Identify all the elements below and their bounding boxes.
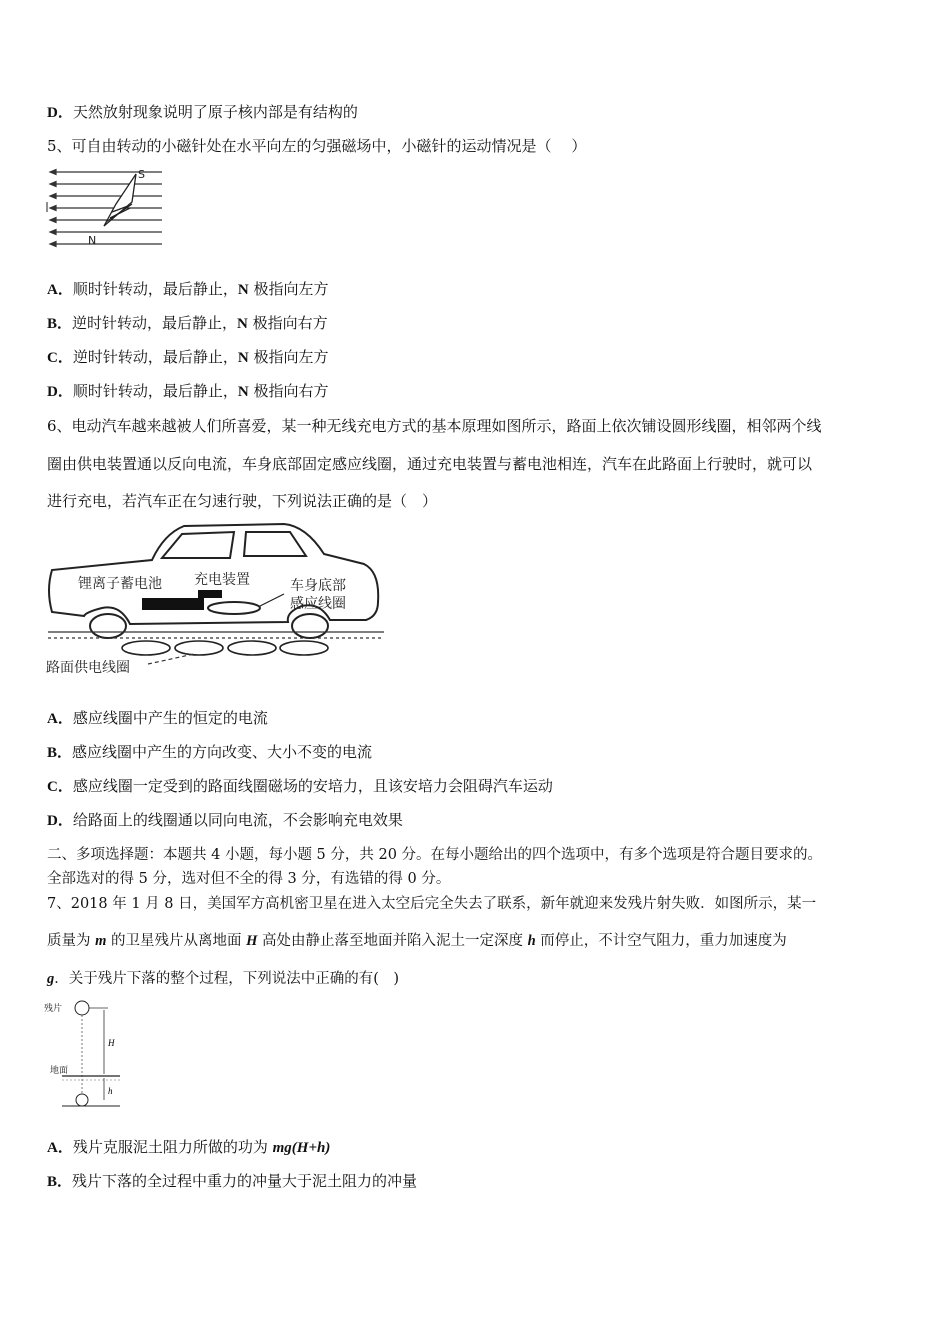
- road-coils: [122, 641, 328, 655]
- q7-line-3: g．关于残片下落的整个过程，下列说法中正确的有( ): [47, 971, 400, 987]
- section2-line-1: 二、多项选择题：本题共 4 小题，每小题 5 分，共 20 分。在每小题给出的四个选项中，有多个选项是符合题目要求的。: [47, 847, 823, 863]
- charger-block: [198, 590, 222, 598]
- q7-falling-fragment-figure: [44, 996, 134, 1114]
- fragment-top: [75, 1001, 89, 1015]
- q6-car-charging-figure: [44, 520, 394, 680]
- label-coil-line2: 感应线圈: [290, 596, 346, 612]
- battery-block: [142, 598, 204, 610]
- prev-option-d: D．天然放射现象说明了原子核内部是有结构的: [47, 103, 358, 121]
- q6-stem-line-2: 圈由供电装置通以反向电流，车身底部固定感应线圈，通过充电装置与蓄电池相连，汽车在此路面上行驶时，就可以: [47, 455, 813, 473]
- q7-line-1: 7、2018 年 1 月 8 日，美国军方高机密卫星在进入太空后完全失去了联系，新年就迎来发残片射失败．如图所示，某一: [47, 896, 817, 912]
- q5-option-b[interactable]: B．逆时针转动，最后静止，N 极指向右方: [47, 314, 328, 332]
- section2-line-2: 全部选对的得 5 分，选对但不全的得 3 分，有选错的得 0 分。: [47, 871, 451, 887]
- label-road-coil: 路面供电线圈: [46, 660, 130, 676]
- label-ground: 地面: [50, 1066, 69, 1076]
- rear-wheel: [90, 614, 126, 638]
- q6-stem-line-1: 6、电动汽车越来越被人们所喜爱，某一种无线充电方式的基本原理如图所示，路面上依次铺设圆形线圈，相邻两个线: [47, 417, 822, 435]
- compass-needle: [104, 174, 136, 226]
- label-charger: 充电装置: [194, 572, 250, 588]
- label-coil-line1: 车身底部: [290, 578, 346, 594]
- field-lines: [50, 170, 162, 247]
- q7-option-a[interactable]: A．残片克服泥土阻力所做的功为 mg(H+h): [47, 1138, 331, 1156]
- front-wheel: [292, 614, 328, 638]
- q5-option-a[interactable]: A．顺时针转动，最后静止，N 极指向左方: [47, 280, 329, 298]
- label-h: h: [108, 1086, 113, 1096]
- q6-option-c[interactable]: C．感应线圈一定受到的路面线圈磁场的安培力，且该安培力会阻碍汽车运动: [47, 777, 553, 795]
- q7-option-b[interactable]: B．残片下落的全过程中重力的冲量大于泥土阻力的冲量: [47, 1172, 418, 1190]
- needle-s-label: S: [138, 168, 145, 181]
- label-H: H: [108, 1038, 115, 1048]
- label-fragment: 残片: [44, 1004, 63, 1014]
- rear-window: [244, 532, 306, 556]
- fragment-bottom: [76, 1094, 88, 1106]
- q6-option-b[interactable]: B．感应线圈中产生的方向改变、大小不变的电流: [47, 743, 373, 761]
- q6-option-d[interactable]: D．给路面上的线圈通以同向电流，不会影响充电效果: [47, 811, 403, 829]
- needle-n-label: N: [88, 234, 97, 247]
- induction-coil: [208, 602, 260, 614]
- q5-stem: 5、可自由转动的小磁针处在水平向左的匀强磁场中，小磁针的运动情况是（ ）: [47, 137, 587, 155]
- q6-option-a[interactable]: A．感应线圈中产生的恒定的电流: [47, 709, 268, 727]
- q5-option-d[interactable]: D．顺时针转动，最后静止，N 极指向右方: [47, 382, 329, 400]
- front-window: [162, 532, 234, 558]
- q5-magnetic-field-figure: [44, 164, 169, 250]
- label-battery: 锂离子蓄电池: [78, 576, 162, 592]
- q6-stem-line-3: 进行充电，若汽车正在匀速行驶，下列说法正确的是（ ）: [47, 492, 438, 510]
- q5-option-c[interactable]: C．逆时针转动，最后静止，N 极指向左方: [47, 348, 329, 366]
- q7-line-2: 质量为 m 的卫星残片从离地面 H 高处由静止落至地面并陷入泥土一定深度 h 而停止，不计空气阻力，重力加速度为: [47, 933, 787, 949]
